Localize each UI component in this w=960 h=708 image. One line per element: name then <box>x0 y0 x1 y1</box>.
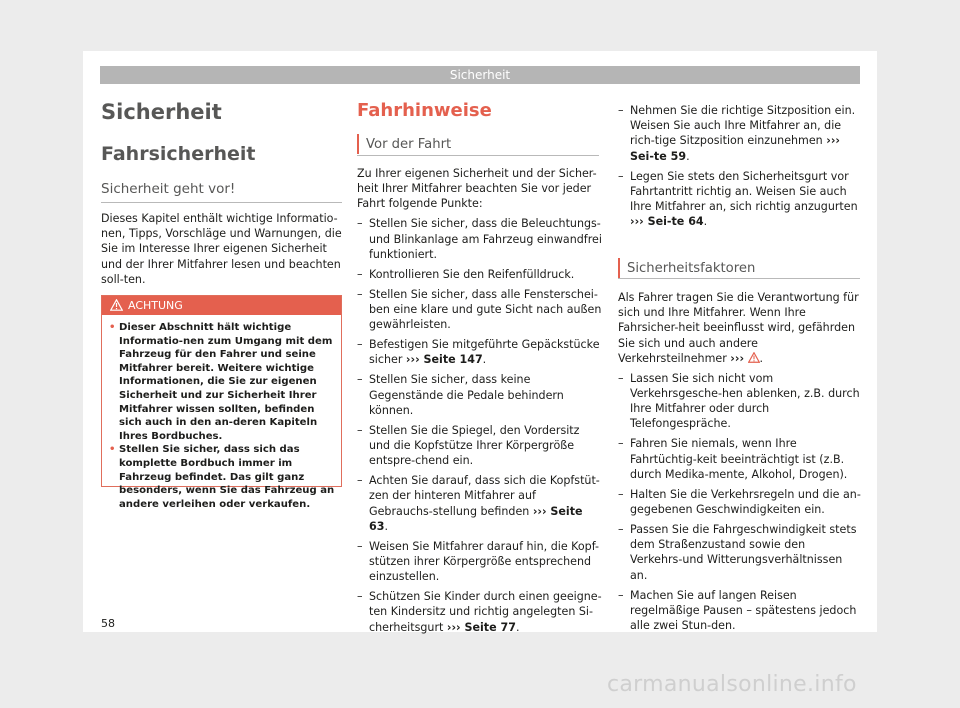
warning-item-text: Stellen Sie sicher, dass sich das komplette Bordbuch immer im Fahrzeug befindet. Das gilt ganz besonders, wenn Sie das Fahrzeug an andere verleihen oder verkaufen. <box>119 444 335 510</box>
page-reference-link[interactable]: ››› Seite 63 <box>369 504 583 533</box>
intro-paragraph: Dieses Kapitel enthält wichtige Informatio-nen, Tipps, Vorschläge und Warnungen, die Sie im Interesse Ihrer eigenen Sicherheit und der Ihrer Mitfahrer lesen und beachten soll-ten. <box>101 212 342 286</box>
bullet-icon: • <box>109 322 116 333</box>
list-item-text: Stellen Sie sicher, dass die Beleuchtungs- und Blinkanlage am Fahrzeug einwandfrei funktioniert. <box>369 217 602 261</box>
list-item-text: Halten Sie die Verkehrsregeln und die an-gegebenen Geschwindigkeiten ein. <box>630 487 861 517</box>
list-item: – Legen Sie stets den Sicherheitsgurt vor Fahrtantritt richtig an. Weisen Sie auch Ihre Mitfahrer an, sich richtig anzugurten ››› Sei-te 64. <box>618 169 858 229</box>
list-item: – Befestigen Sie mitgeführte Gepäckstücke sicher ››› Seite 147. <box>357 338 600 367</box>
right-intro: Als Fahrer tragen Sie die Verantwortung für sich und Ihre Mitfahrer. Wenn Ihre Fahrsicher-heit beeinflusst wird, gefährden Sie sich und auch andere Verkehrsteilnehmer ››› . <box>618 291 859 365</box>
list-item: – Achten Sie darauf, dass sich die Kopfstüt-zen der hinteren Mitfahrer auf Gebrauchs-stellung befinden ››› Seite 63. <box>357 474 600 533</box>
warning-triangle-icon <box>748 352 760 363</box>
watermark: carmanualsonline.info <box>607 672 857 697</box>
list-item-text: Stellen Sie sicher, dass keine Gegenstände die Pedale behindern können. <box>369 373 564 417</box>
page-reference-link[interactable]: ››› Sei-te 64 <box>630 215 704 229</box>
subsection-rule <box>101 202 342 203</box>
list-item: – Stellen Sie sicher, dass die Beleuchtungs- und Blinkanlage am Fahrzeug einwandfrei funktioniert. <box>357 217 602 261</box>
list-item-text: Stellen Sie die Spiegel, den Vordersitz und die Kopfstütze Ihrer Körpergröße entspre-chend ein. <box>369 423 580 468</box>
subheading-rule <box>357 155 599 156</box>
list-item-text: Machen Sie auf langen Reisen regelmäßige Pausen – spätestens jedoch alle zwei Stun-den. <box>630 588 857 633</box>
vor-der-fahrt-heading: Vor der Fahrt <box>366 137 452 152</box>
right-body <box>618 290 861 633</box>
checklist <box>618 371 861 633</box>
list-item-text: Passen Sie die Fahrgeschwindigkeit stets dem Straßenzustand sowie den Verkehrs-und Witterungsverhältnissen an. <box>630 523 857 582</box>
warning-reference-link[interactable]: ››› <box>730 351 745 365</box>
list-item: – Fahren Sie niemals, wenn Ihre Fahrtüchtig-keit beeinträchtigt ist (z.B. durch Medika-mente, Alkohol, Drogen). <box>618 437 848 481</box>
warning-item <box>109 321 335 443</box>
warning-box <box>101 295 342 510</box>
right-intro-text: Als Fahrer tragen Sie die Verantwortung für sich und Ihre Mitfahrer. Wenn Ihre Fahrsicher-heit beeinflusst wird, gefährden Sie sich und auch andere Verkehrsteilnehmer <box>618 291 859 365</box>
list-item-text: Kontrollieren Sie den Reifenfülldruck. <box>369 267 575 281</box>
checklist <box>618 103 861 229</box>
subheading-accent-bar <box>618 258 620 278</box>
page-reference-link[interactable]: ››› Sei-te 59 <box>630 134 840 163</box>
list-item-text: Befestigen Sie mitgeführte Gepäckstücke sicher <box>369 338 600 367</box>
middle-intro: Zu Ihrer eigenen Sicherheit und der Sicher-heit Ihrer Mitfahrer beachten Sie vor jeder Fahrt folgende Punkte: <box>357 167 597 211</box>
subsection-title: Sicherheit geht vor! <box>101 181 236 197</box>
list-item: – Weisen Sie Mitfahrer darauf hin, die Kopf-stützen ihrer Körpergröße entsprechend einzustellen. <box>357 539 600 584</box>
list-item: – Machen Sie auf langen Reisen regelmäßige Pausen – spätestens jedoch alle zwei Stun-den. <box>618 588 857 633</box>
subheading-accent-bar <box>357 134 359 154</box>
subheading-rule <box>618 278 860 279</box>
warning-item-text: Dieser Abschnitt hält wichtige Informatio-nen zum Umgang mit dem Fahrzeug für den Fahrer und seine Mitfahrer bereit. Weitere wichtige Informationen, die Sie zur eigenen Sicherheit und zur Sicherheit Ihrer Mitfahrer wissen sollten, befinden sich auch in den an-deren Kapiteln Ihres Bordbuches. <box>119 322 333 442</box>
page-number: 58 <box>101 617 115 630</box>
page-reference-link[interactable]: ››› Seite 147 <box>405 353 483 367</box>
list-item-text: Fahren Sie niemals, wenn Ihre Fahrtüchtig-keit beeinträchtigt ist (z.B. durch Medika-mente, Alkohol, Drogen). <box>630 437 848 481</box>
chapter-header-bar: Sicherheit <box>100 66 860 84</box>
sicherheitsfaktoren-heading: Sicherheitsfaktoren <box>627 261 756 276</box>
middle-body <box>357 166 602 635</box>
bullet-icon: • <box>109 444 116 456</box>
list-item-text: Weisen Sie Mitfahrer darauf hin, die Kopf-stützen ihrer Körpergröße entsprechend einzustellen. <box>369 539 600 584</box>
checklist <box>357 216 602 634</box>
chapter-title: Sicherheit <box>101 100 222 124</box>
list-item: – Halten Sie die Verkehrsregeln und die an-gegebenen Geschwindigkeiten ein. <box>618 487 861 517</box>
list-item: – Lassen Sie sich nicht vom Verkehrsgesche-hen ablenken, z.B. durch Ihre Mitfahrer oder durch Telefongespräche. <box>618 371 860 431</box>
list-item: – Schützen Sie Kinder durch einen geeigne-ten Kindersitz und richtig angelegten Si-cherheitsgurt ››› Seite 77. <box>357 590 602 634</box>
list-item-text: Achten Sie darauf, dass sich die Kopfstüt-zen der hinteren Mitfahrer auf Gebrauchs-stellung befinden <box>369 474 600 518</box>
list-item: – Stellen Sie sicher, dass alle Fensterschei-ben eine klare und gute Sicht nach außen gewährleisten. <box>357 287 602 332</box>
page-reference-link[interactable]: ››› Seite 77 <box>446 620 516 634</box>
list-item: – Stellen Sie sicher, dass keine Gegenstände die Pedale behindern können. <box>357 373 564 417</box>
list-item-text: Legen Sie stets den Sicherheitsgurt vor Fahrtantritt richtig an. Weisen Sie auch Ihre Mitfahrer an, sich richtig anzugurten <box>630 169 858 214</box>
list-item-text: Schützen Sie Kinder durch einen geeigne-ten Kindersitz und richtig angelegten Si-cherheitsgurt <box>369 590 602 634</box>
list-item: – Passen Sie die Fahrgeschwindigkeit stets dem Straßenzustand sowie den Verkehrs-und Witterungsverhältnissen an. <box>618 523 857 582</box>
list-item-text: Lassen Sie sich nicht vom Verkehrsgesche-hen ablenken, z.B. durch Ihre Mitfahrer oder durch Telefongespräche. <box>630 371 860 431</box>
list-item-text: Nehmen Sie die richtige Sitzposition ein. Weisen Sie auch Ihre Mitfahrer an, die rich-tige Sitzposition einzunehmen <box>630 104 856 148</box>
warning-header <box>102 296 341 315</box>
section-title: Fahrsicherheit <box>101 143 256 165</box>
warning-label: ACHTUNG <box>128 299 183 312</box>
fahrhinweise-heading: Fahrhinweise <box>357 100 492 121</box>
list-item: – Nehmen Sie die richtige Sitzposition ein. Weisen Sie auch Ihre Mitfahrer an, die rich-tige Sitzposition einzunehmen ››› Sei-te 59. <box>618 104 856 163</box>
warning-triangle-icon <box>110 299 123 311</box>
list-item: – Stellen Sie die Spiegel, den Vordersitz und die Kopfstütze Ihrer Körpergröße entspre-chend ein. <box>357 423 580 468</box>
list-item-text: Stellen Sie sicher, dass alle Fensterschei-ben eine klare und gute Sicht nach außen gewährleisten. <box>369 287 602 332</box>
right-top-list <box>618 103 861 229</box>
list-item: – Kontrollieren Sie den Reifenfülldruck. <box>357 267 575 281</box>
warning-item <box>109 443 335 511</box>
